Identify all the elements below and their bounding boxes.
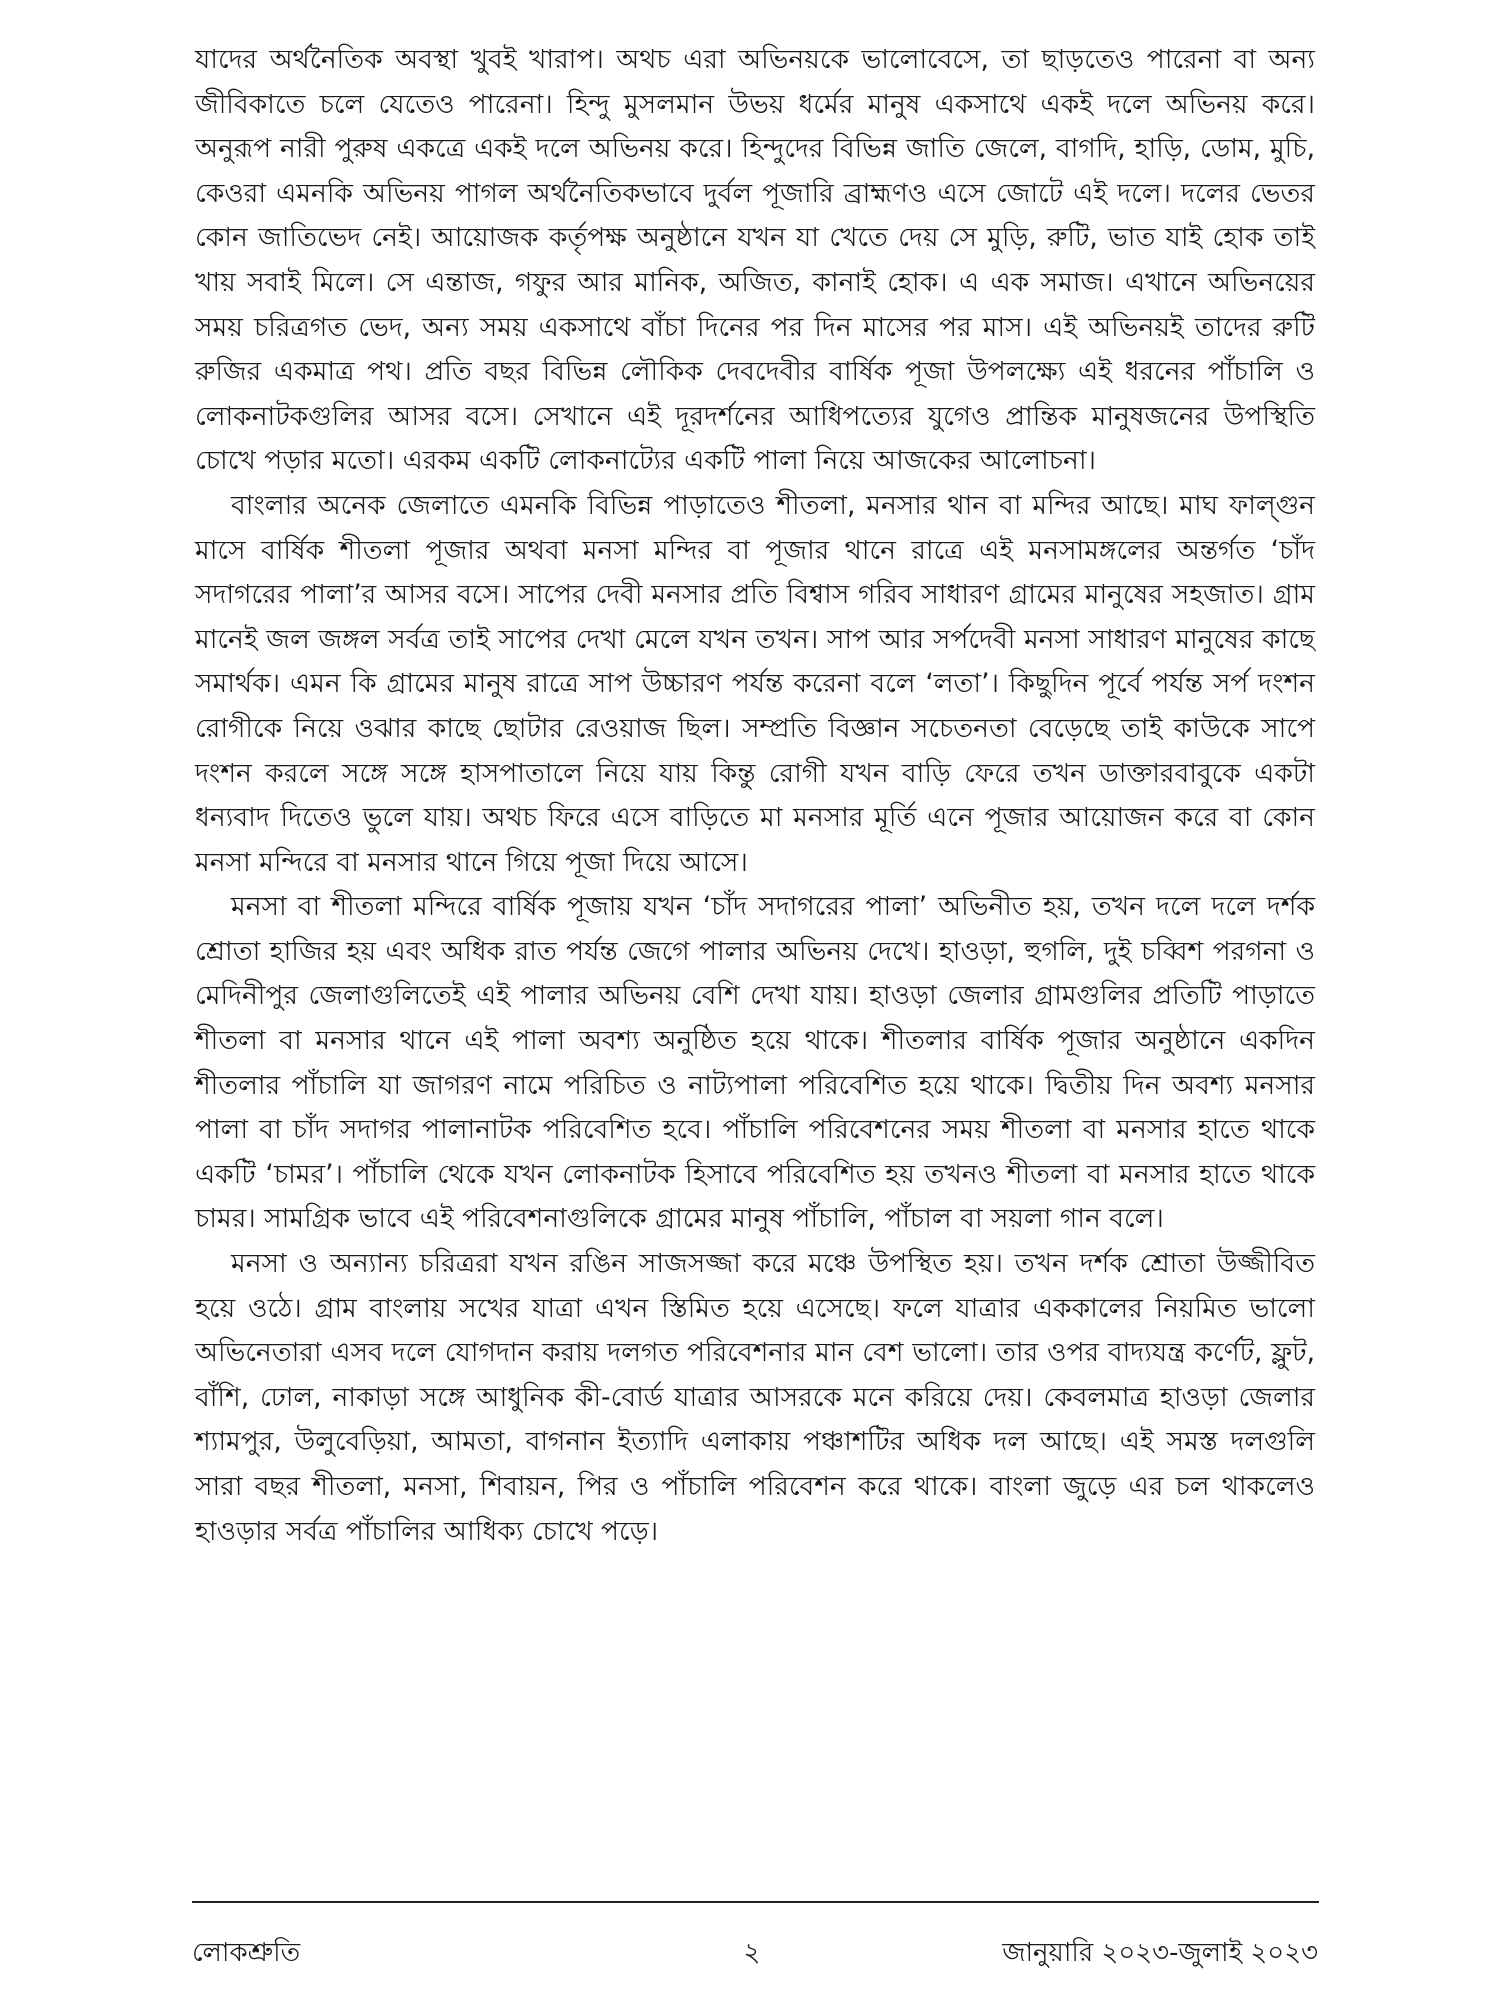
paragraph-4: মনসা ও অন্যান্য চরিত্ররা যখন রঙিন সাজসজ্জা করে মঞ্চে উপস্থিত হয়। তখন দর্শক শ্রোতা উজ্জীবিত হয়ে ওঠে। গ্রাম বাংলায় সখের যাত্রা এখন স্তিমিত হয়ে এসেছে। ফলে যাত্রার এককালের নিয়মিত ভালো অভিনেতারা এসব দলে যোগদান করায় দলগত পরিবেশনার মান বেশ ভালো। তার ওপর বাদ্যযন্ত্র কর্ণেট, ফ্লুট, বাঁশি, ঢোল, নাকাড়া সঙ্গে আধুনিক কী-বোর্ড যাত্রার আসরকে মনে করিয়ে দেয়। কেবলমাত্র হাওড়া জেলার শ্যামপুর, উলুবেড়িয়া, আমতা, বাগনান ইত্যাদি এলাকায় পঞ্চাশটির অধিক দল আছে। এই সমস্ত দলগুলি সারা বছর শীতলা, মনসা, শিবায়ন, পির ও পাঁচালি পরিবেশন করে থাকে। বাংলা জুড়ে এর চল থাকলেও হাওড়ার সর্বত্র পাঁচালির আধিক্য চোখে পড়ে। — [195, 1248, 1315, 1547]
footer-page-number: ২ — [743, 1938, 761, 1968]
paragraph-2: বাংলার অনেক জেলাতে এমনকি বিভিন্ন পাড়াতেও শীতলা, মনসার থান বা মন্দির আছে। মাঘ ফাল্গুন মাসে বার্ষিক শীতলা পূজার অথবা মনসা মন্দির বা পূজার থানে রাত্রে এই মনসামঙ্গলের অন্তর্গত ‘চাঁদ সদাগরের পালা’র আসর বসে। সাপের দেবী মনসার প্রতি বিশ্বাস গরিব সাধারণ গ্রামের মানুষের সহজাত। গ্রাম মানেই জল জঙ্গল সর্বত্র তাই সাপের দেখা মেলে যখন তখন। সাপ আর সর্পদেবী মনসা সাধারণ মানুষের কাছে সমার্থক। এমন কি গ্রামের মানুষ রাত্রে সাপ উচ্চারণ পর্যন্ত করেনা বলে ‘লতা’। কিছুদিন পূর্বে পর্যন্ত সর্প দংশন রোগীকে নিয়ে ওঝার কাছে ছোটার রেওয়াজ ছিল। সম্প্রতি বিজ্ঞান সচেতনতা বেড়েছে তাই কাউকে সাপে দংশন করলে সঙ্গে সঙ্গে হাসপাতালে নিয়ে যায় কিন্তু রোগী যখন বাড়ি ফেরে তখন ডাক্তারবাবুকে একটা ধন্যবাদ দিতেও ভুলে যায়। অথচ ফিরে এসে বাড়িতে মা মনসার মূর্তি এনে পূজার আয়োজন করে বা কোন মনসা মন্দিরে বা মনসার থানে গিয়ে পূজা দিয়ে আসে। — [195, 489, 1315, 878]
footer-journal-name: লোকশ্রুতি — [192, 1938, 301, 1968]
paragraph-3: মনসা বা শীতলা মন্দিরে বার্ষিক পূজায় যখন ‘চাঁদ সদাগরের পালা’ অভিনীত হয়, তখন দলে দলে দর্শক শ্রোতা হাজির হয় এবং অধিক রাত পর্যন্ত জেগে পালার অভিনয় দেখে। হাওড়া, হুগলি, দুই চব্বিশ পরগনা ও মেদিনীপুর জেলাগুলিতেই এই পালার অভিনয় বেশি দেখা যায়। হাওড়া জেলার গ্রামগুলির প্রতিটি পাড়াতে শীতলা বা মনসার থানে এই পালা অবশ্য অনুষ্ঠিত হয়ে থাকে। শীতলার বার্ষিক পূজার অনুষ্ঠানে একদিন শীতলার পাঁচালি যা জাগরণ নামে পরিচিত ও নাট্যপালা পরিবেশিত হয়ে থাকে। দ্বিতীয় দিন অবশ্য মনসার পালা বা চাঁদ সদাগর পালানাটক পরিবেশিত হবে। পাঁচালি পরিবেশনের সময় শীতলা বা মনসার হাতে থাকে একটি ‘চামর’। পাঁচালি থেকে যখন লোকনাটক হিসাবে পরিবেশিত হয় তখনও শীতলা বা মনসার হাতে থাকে চামর। সামগ্রিক ভাবে এই পরিবেশনাগুলিকে গ্রামের মানুষ পাঁচালি, পাঁচাল বা সয়লা গান বলে। — [195, 891, 1315, 1235]
footer-issue-date: জানুয়ারি ২০২৩-জুলাই ২০২৩ — [1002, 1938, 1318, 1968]
paragraph-1: যাদের অর্থনৈতিক অবস্থা খুবই খারাপ। অথচ এরা অভিনয়কে ভালোবেসে, তা ছাড়তেও পারেনা বা অন্য জীবিকাতে চলে যেতেও পারেনা। হিন্দু মুসলমান উভয় ধর্মের মানুষ একসাথে একই দলে অভিনয় করে। অনুরূপ নারী পুরুষ একত্রে একই দলে অভিনয় করে। হিন্দুদের বিভিন্ন জাতি জেলে, বাগদি, হাড়ি, ডোম, মুচি, কেওরা এমনকি অভিনয় পাগল অর্থনৈতিকভাবে দুর্বল পূজারি ব্রাহ্মণও এসে জোটে এই দলে। দলের ভেতর কোন জাতিভেদ নেই। আয়োজক কর্তৃপক্ষ অনুষ্ঠানে যখন যা খেতে দেয় সে মুড়ি, রুটি, ভাত যাই হোক তাই খায় সবাই মিলে। সে এন্তাজ, গফুর আর মানিক, অজিত, কানাই হোক। এ এক সমাজ। এখানে অভিনয়ের সময় চরিত্রগত ভেদ, অন্য সময় একসাথে বাঁচা দিনের পর দিন মাসের পর মাস। এই অভিনয়ই তাদের রুটি রুজির একমাত্র পথ। প্রতি বছর বিভিন্ন লৌকিক দেবদেবীর বার্ষিক পূজা উপলক্ষ্যে এই ধরনের পাঁচালি ও লোকনাটকগুলির আসর বসে। সেখানে এই দূরদর্শনের আধিপত্যের যুগেও প্রান্তিক মানুষজনের উপস্থিতি চোখে পড়ার মতো। এরকম একটি লোকনাট্যের একটি পালা নিয়ে আজকের আলোচনা। — [195, 44, 1315, 477]
article-body — [195, 38, 1315, 1554]
footer-divider — [192, 1901, 1319, 1903]
